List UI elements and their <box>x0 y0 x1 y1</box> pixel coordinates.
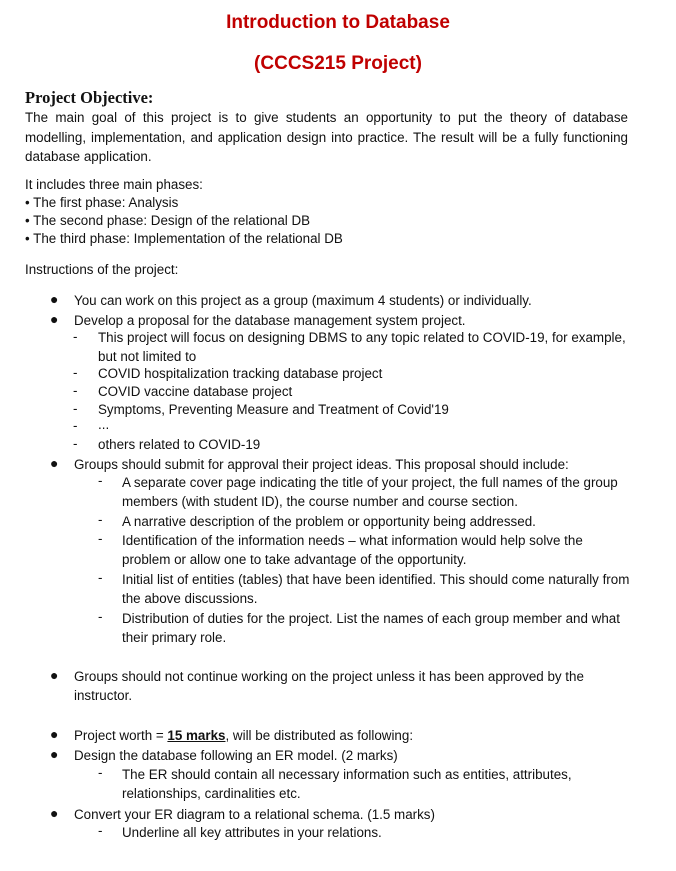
instructions-heading: Instructions of the project: <box>25 262 179 277</box>
dash-icon: - <box>73 401 78 416</box>
sub-item: COVID vaccine database project <box>98 384 293 399</box>
proposal-item: A narrative description of the problem or opportunity being addressed. <box>122 514 536 529</box>
proposal-item: Identification of the information needs – what information would help solve the problem or allow one to take advantage of the opportunity. <box>122 533 583 567</box>
dash-icon: - <box>98 609 103 624</box>
dash-icon: - <box>73 436 78 451</box>
dash-icon: - <box>98 570 103 585</box>
sub-item: This project will focus on designing DBMS to any topic related to COVID-19, for example, but not limited to <box>98 330 626 364</box>
bullet-icon: ● <box>50 667 59 683</box>
phases-intro: It includes three main phases: <box>25 177 203 192</box>
dash-icon: - <box>73 365 78 380</box>
bullet-icon: ● <box>50 291 59 307</box>
sub-item: others related to COVID-19 <box>98 437 261 452</box>
dash-icon: - <box>98 531 103 546</box>
marks-suffix: , will be distributed as following: <box>225 728 414 743</box>
proposal-item: Distribution of duties for the project. List the names of each group member and what their primary role. <box>122 611 620 645</box>
proposal-item: A separate cover page indicating the title of your project, the full names of the group members (with student ID), the course number and course section. <box>122 475 618 509</box>
bullet-icon: ● <box>50 746 59 762</box>
instruction-item: Develop a proposal for the database management system project. <box>74 313 466 328</box>
dash-icon: - <box>98 823 103 838</box>
instruction-item: Design the database following an ER model. (2 marks) <box>74 748 398 763</box>
dash-icon: - <box>73 418 78 433</box>
dash-icon: - <box>98 765 103 780</box>
dash-icon: - <box>98 473 103 488</box>
bullet-icon: ● <box>50 726 59 742</box>
instruction-item: Convert your ER diagram to a relational schema. (1.5 marks) <box>74 807 435 822</box>
sub-item: Symptoms, Preventing Measure and Treatment of Covid'19 <box>98 402 449 417</box>
instruction-item: You can work on this project as a group (maximum 4 students) or individually. <box>74 293 532 308</box>
marks-prefix: Project worth = <box>74 728 168 743</box>
bullet-icon: ● <box>50 805 59 821</box>
instruction-item: Groups should not continue working on the project unless it has been approved by the instructor. <box>74 669 584 703</box>
sub-item: COVID hospitalization tracking database project <box>98 366 383 381</box>
objective-text: The main goal of this project is to give students an opportunity to put the theory of database modelling, implementation, and application design into practice. The result will be a fully functioning database application. <box>25 110 628 164</box>
dash-icon: - <box>73 383 78 398</box>
sub-item: ... <box>98 417 110 432</box>
document-subtitle: (CCCS215 Project) <box>254 53 422 74</box>
phase-item: • The second phase: Design of the relational DB <box>25 213 311 228</box>
document-title: Introduction to Database <box>226 12 450 33</box>
instruction-item <box>74 726 644 745</box>
phase-item: • The first phase: Analysis <box>25 195 179 210</box>
bullet-icon: ● <box>50 455 59 471</box>
marks-total: 15 marks <box>167 728 226 743</box>
phase-item: • The third phase: Implementation of the relational DB <box>25 231 343 246</box>
instruction-item: Groups should submit for approval their project ideas. This proposal should include: <box>74 457 569 472</box>
proposal-item: Initial list of entities (tables) that have been identified. This should come naturally from the above discussions. <box>122 572 630 606</box>
objective-heading: Project Objective: <box>25 88 154 107</box>
bullet-icon: ● <box>50 311 59 327</box>
sub-item: Underline all key attributes in your relations. <box>122 825 382 840</box>
sub-item: The ER should contain all necessary information such as entities, attributes, relationships, cardinalities etc. <box>122 767 572 801</box>
dash-icon: - <box>98 512 103 527</box>
dash-icon: - <box>73 329 78 344</box>
